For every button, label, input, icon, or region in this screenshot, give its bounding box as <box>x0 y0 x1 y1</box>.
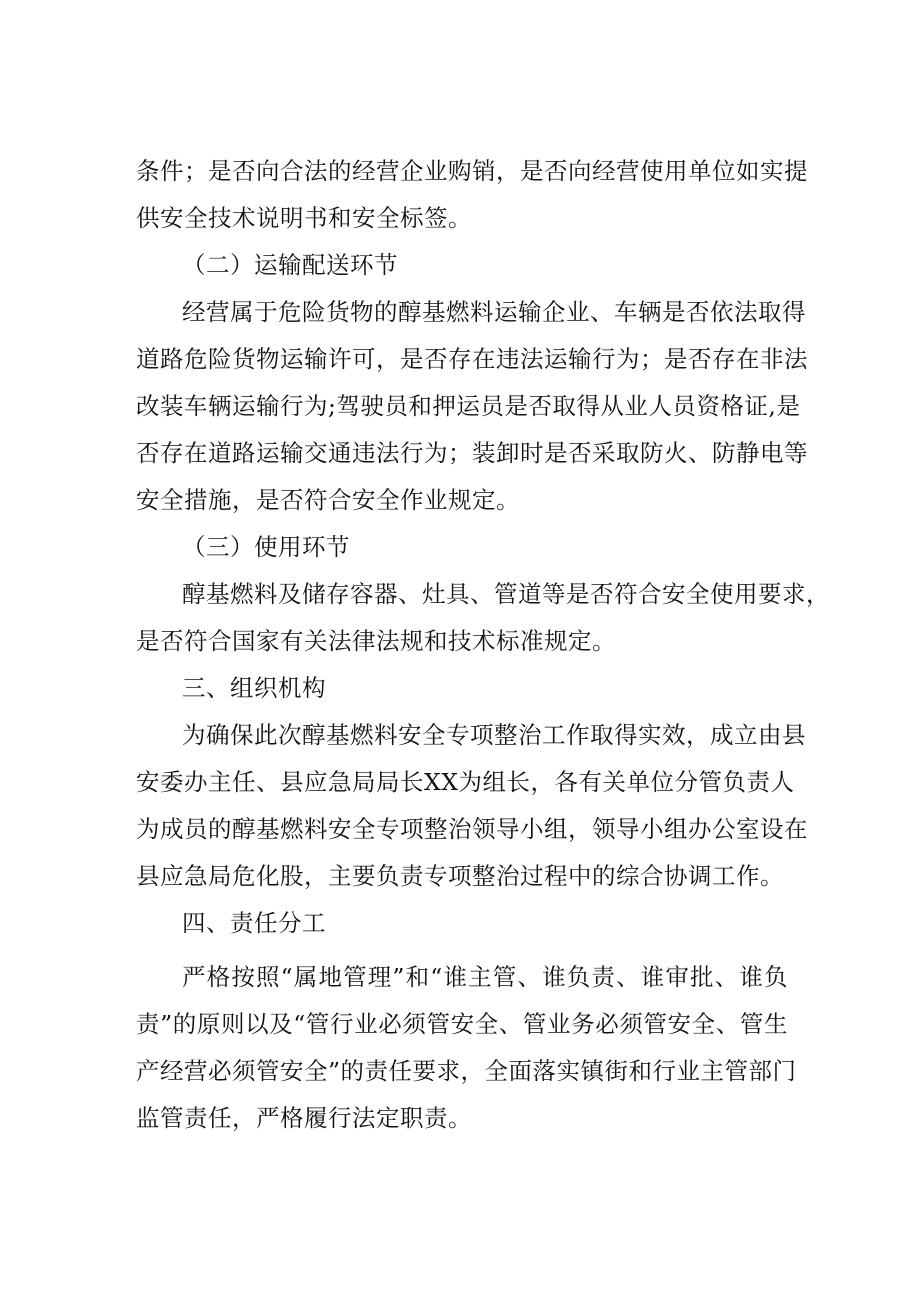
paragraph-line: 产经营必须管安全”的责任要求，全面落实镇街和行业主管部门 <box>136 1057 797 1085</box>
section-subheading: （二）运输配送环节 <box>182 251 398 279</box>
section-heading: 四、责任分工 <box>182 909 326 937</box>
paragraph-line: 否存在道路运输交通违法行为；装卸时是否采取防火、防静电等 <box>136 439 808 467</box>
paragraph-line: 严格按照“属地管理”和“谁主管、谁负责、谁审批、谁负 <box>182 963 788 991</box>
paragraph-line: 条件；是否向合法的经营企业购销，是否向经营使用单位如实提 <box>136 157 808 185</box>
paragraph-line: 为确保此次醇基燃料安全专项整治工作取得实效，成立由县 <box>182 721 806 749</box>
paragraph-line: 县应急局危化股，主要负责专项整治过程中的综合协调工作。 <box>136 862 784 890</box>
paragraph-line: 改装车辆运输行为;驾驶员和押运员是否取得从业人员资格证,是 <box>136 392 801 420</box>
paragraph-line: 醇基燃料及储存容器、灶具、管道等是否符合安全使用要求， <box>182 580 830 608</box>
paragraph-line: 供安全技术说明书和安全标签。 <box>136 204 472 232</box>
paragraph-line: 经营属于危险货物的醇基燃料运输企业、车辆是否依法取得 <box>182 298 806 326</box>
paragraph-line: 道路危险货物运输许可，是否存在违法运输行为；是否存在非法 <box>136 345 808 373</box>
section-heading: 三、组织机构 <box>182 674 326 702</box>
paragraph-line: 安全措施，是否符合安全作业规定。 <box>136 486 520 514</box>
paragraph-line: 监管责任，严格履行法定职责。 <box>136 1104 472 1132</box>
paragraph-line: 是否符合国家有关法律法规和技术标准规定。 <box>136 627 616 655</box>
paragraph-line: 责”的原则以及“管行业必须管安全、管业务必须管安全、管生 <box>136 1010 788 1038</box>
section-subheading: （三）使用环节 <box>182 533 350 561</box>
paragraph-line: 安委办主任、县应急局局长XX为组长，各有关单位分管负责人 <box>136 768 795 796</box>
paragraph-line: 为成员的醇基燃料安全专项整治领导小组，领导小组办公室设在 <box>136 815 808 843</box>
